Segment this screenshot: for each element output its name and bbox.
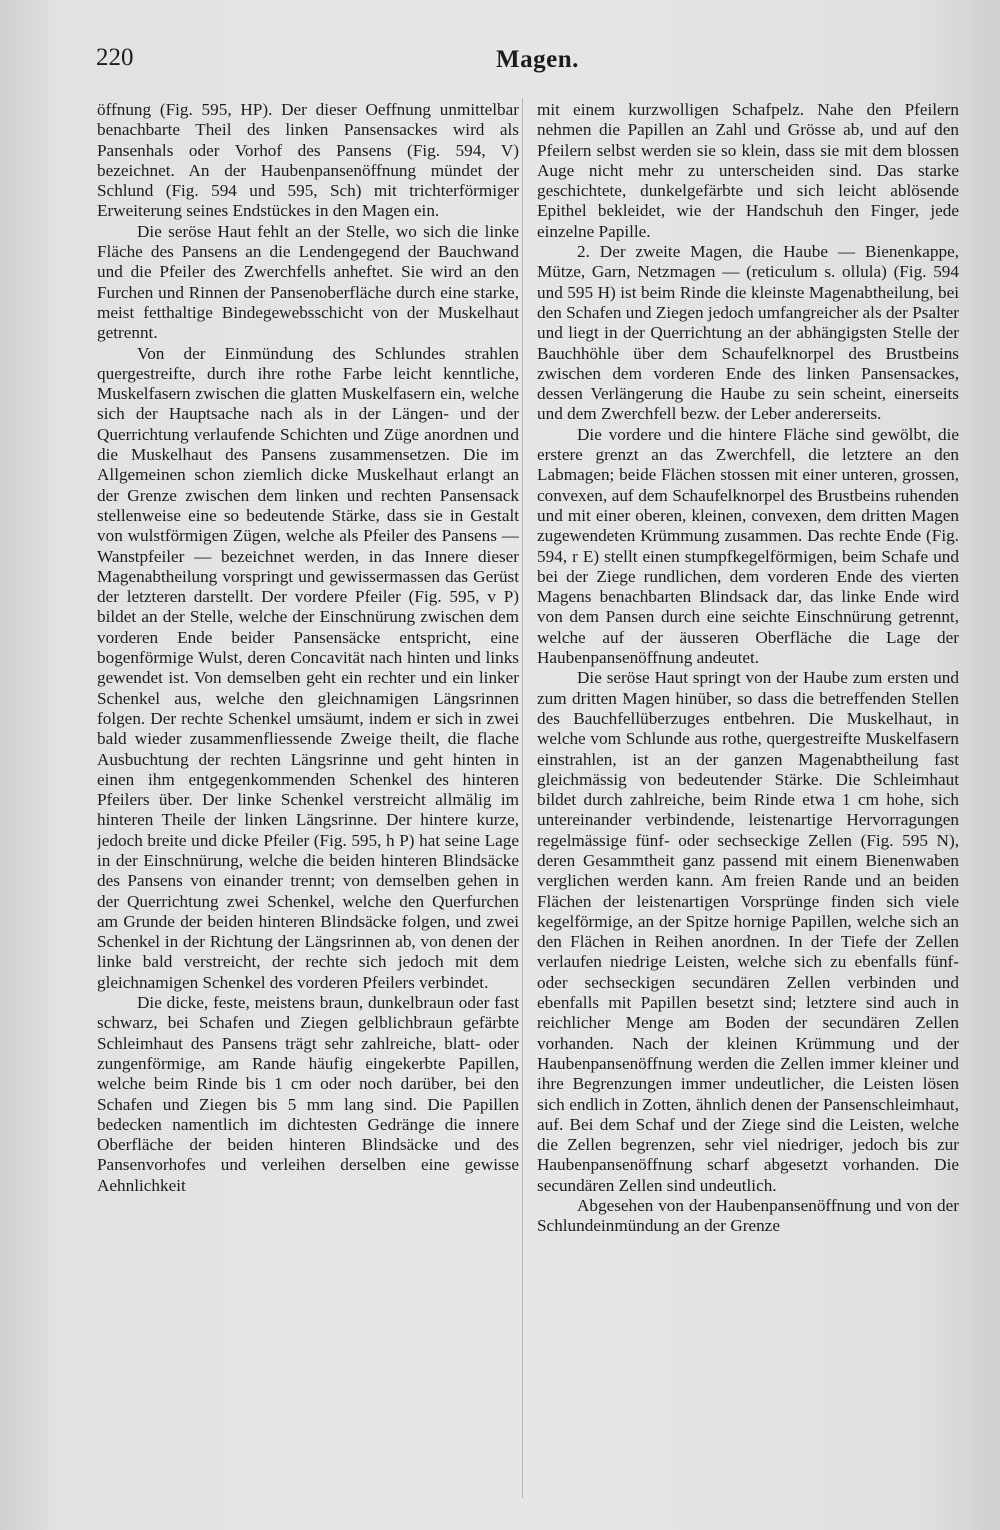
page-number: 220 xyxy=(96,44,134,71)
right-column xyxy=(537,100,959,1490)
paragraph: 2. Der zweite Magen, die Haube — Bienenkappe, Mütze, Garn, Netzmagen — (reticulum s. ollula) (Fig. 594 und 595 H) ist beim Rinde die kleinste Magenabtheilung, bei den Schafen und Ziegen jedoch umfangreicher als der Psalter und liegt in der Querrichtung an der abhängigsten Stelle der Bauchhöhle über dem Schaufelknorpel des Brustbeins zwischen dem vorderen Ende des linken Pansensackes, dessen Verlängerung die Haube zu sein scheint, einerseits und dem Zwerchfell bezw. der Leber andererseits. xyxy=(537,242,959,424)
paragraph: Die seröse Haut fehlt an der Stelle, wo sich die linke Fläche des Pansens an die Lendengegend der Bauchwand und die Pfeiler des Zwerchfells anheftet. Sie wird an den Furchen und Rinnen der Pansenoberfläche durch eine starke, meist fetthaltige Bindegewebsschicht von der Muskelhaut getrennt. xyxy=(97,221,519,343)
column-divider xyxy=(522,98,523,1498)
running-title: Magen. xyxy=(496,46,579,73)
paragraph: Abgesehen von der Haubenpansenöffnung und von der Schlundeinmündung an der Grenze xyxy=(537,1196,959,1236)
paragraph: mit einem kurzwolligen Schafpelz. Nahe den Pfeilern nehmen die Papillen an Zahl und Grösse ab, und auf den Pfeilern selbst werden sie so klein, dass sie mit dem blossen Auge nicht mehr zu unterscheiden sind. Das starke geschichtete, dunkelgefärbte und sich leicht ablösende Epithel bekleidet, wie der Handschuh den Finger, jede einzelne Papille. xyxy=(537,100,959,241)
page-header xyxy=(96,44,954,84)
paragraph: Die dicke, feste, meistens braun, dunkelbraun oder fast schwarz, bei Schafen und Ziegen gelblichbraun gefärbte Schleimhaut des Pansens trägt sehr zahlreiche, blatt- oder zungenförmige, am Rande häufig eingekerbte Papillen, welche beim Rinde bis 1 cm oder noch darüber, bei den Schafen und Ziegen bis 5 mm lang sind. Die Papillen bedecken namentlich im dichtesten Gedränge die innere Oberfläche der beiden hinteren Blindsäcke und des Pansenvorhofes und verleihen derselben eine gewisse Aehnlichkeit xyxy=(97,993,519,1195)
paragraph: Die vordere und die hintere Fläche sind gewölbt, die erstere grenzt an das Zwerchfell, die letztere an den Labmagen; beide Flächen stossen mit einer unteren, grossen, convexen, auf dem Schaufelknorpel des Brustbeins ruhenden und mit einer oberen, kleinen, convexen, dem dritten Magen zugewendeten Krümmung zusammen. Das rechte Ende (Fig. 594, r E) stellt einen stumpfkegelförmigen, beim Schafe und bei der Ziege rundlichen, dem vorderen Ende des vierten Magens benachbarten Blindsack dar, das linke Ende wird von dem Pansen durch eine seichte Einschnürung getrennt, welche auf der äusseren Oberfläche die Lage der Haubenpansenöffnung andeutet. xyxy=(537,424,959,668)
left-column xyxy=(97,100,519,1490)
paragraph: öffnung (Fig. 595, HP). Der dieser Oeffnung unmittelbar benachbarte Theil des linken Pansensackes wird als Pansenhals oder Vorhof des Pansens (Fig. 594, V) bezeichnet. An der Haubenpansenöffnung mündet der Schlund (Fig. 594 und 595, Sch) mit trichterförmiger Erweiterung seines Endstückes in den Magen ein. xyxy=(97,100,519,221)
paragraph: Von der Einmündung des Schlundes strahlen quergestreifte, durch ihre rothe Farbe leicht kenntliche, Muskelfasern zwischen die glatten Muskelfasern ein, welche sich der Hauptsache nach als in der Längen- und der Querrichtung verlaufende Schichten und Züge anordnen und die Muskelhaut des Pansens zusammensetzen. Die im Allgemeinen schon ziemlich dicke Muskelhaut erlangt an der Grenze zwischen dem linken und rechten Pansensack stellenweise eine so bedeutende Stärke, dass sie in Gestalt von wulstförmigen Zügen, welche als Pfeiler des Pansens — Wanstpfeiler — bezeichnet werden, in das Innere dieser Magenabtheilung vorspringt und gewissermassen das Gerüst der letzteren darstellt. Der vordere Pfeiler (Fig. 595, v P) bildet an der Stelle, welche der Einschnürung zwischen dem vorderen Ende beider Pansensäcke entspricht, eine bogenförmige Wulst, deren Concavität nach hinten und links gewendet ist. Von demselben geht ein rechter und ein linker Schenkel aus, welche den gleichnamigen Längsrinnen folgen. Der rechte Schenkel umsäumt, indem er sich in zwei bald wieder zusammenfliessende Zweige theilt, die flache Ausbuchtung der rechten Längsrinne und geht hinten in einen ihm entgegenkommenden Schenkel des hinteren Pfeilers über. Der linke Schenkel verstreicht allmälig im hinteren Theile der linken Längsrinne. Der hintere kurze, jedoch breite und dicke Pfeiler (Fig. 595, h P) hat seine Lage in der Einschnürung, welche die beiden hinteren Blindsäcke des Pansens von einander trennt; von demselben gehen in der Querrichtung zwei Schenkel, welche den Querfurchen am Grunde der beiden hinteren Blindsäcke folgen, und zwei Schenkel in der Richtung der Längsrinnen ab, von denen der linke bald verstreicht, der rechte sich jedoch mit dem gleichnamigen Schenkel des vorderen Pfeilers verbindet. xyxy=(97,343,519,992)
paragraph: Die seröse Haut springt von der Haube zum ersten und zum dritten Magen hinüber, so dass die betreffenden Stellen des Bauchfellüberzuges entbehren. Die Muskelhaut, in welche vom Schlunde aus rothe, quergestreifte Muskelfasern einstrahlen, ist an der ganzen Magenabtheilung fast gleichmässig von bedeutender Stärke. Die Schleimhaut bildet durch zahlreiche, beim Rinde etwa 1 cm hohe, sich untereinander verbindende, leistenartige Hervorragungen regelmässige fünf- oder sechseckige Zellen (Fig. 595 N), deren Gesammtheit ganz passend mit einem Bienenwaben verglichen werden kann. Am freien Rande und an beiden Flächen der leistenartigen Vorsprünge finden sich viele kegelförmige, an der Spitze hornige Papillen, welche sich an den Flächen in Reihen anordnen. In der Tiefe der Zellen verlaufen niedrige Leisten, welche sich zu ebenfalls fünf- oder sechseckigen secundären Zellen verbinden und ebenfalls mit Papillen besetzt sind; letztere sind auch in reichlicher Menge am Boden der secundären Zellen vorhanden. Nach der kleinen Krümmung und der Haubenpansenöffnung werden die Zellen immer kleiner und ihre Begrenzungen immer undeutlicher, die Leisten lösen sich endlich in Zotten, ähnlich denen der Pansenschleimhaut, auf. Bei dem Schaf und der Ziege sind die Leisten, welche die Zellen begrenzen, sehr viel niedriger, jedoch bis zur Haubenpansenöffnung scharf abgesetzt vorhanden. Die secundären Zellen sind undeutlich. xyxy=(537,668,959,1195)
